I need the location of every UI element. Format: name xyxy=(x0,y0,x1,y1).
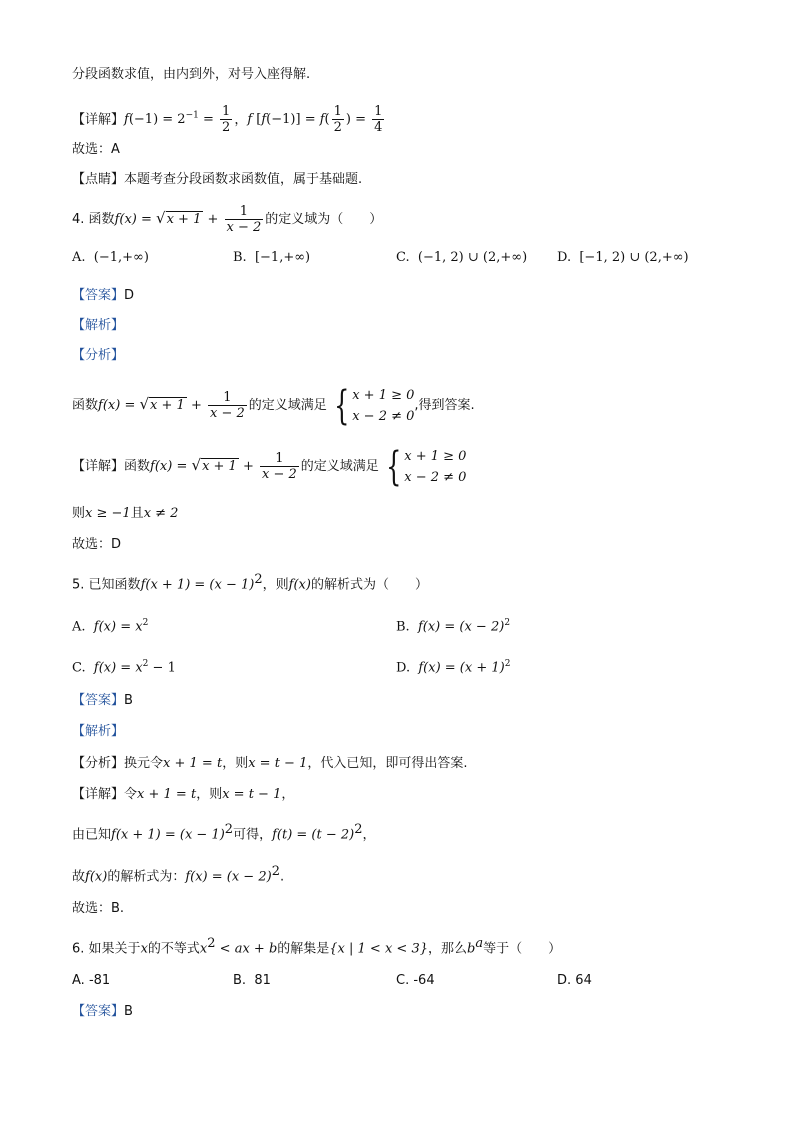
comment-line: 【点睛】本题考查分段函数求函数值，属于基础题. xyxy=(72,172,363,187)
q6-option-b: B. 81 xyxy=(233,973,271,988)
q5-option-b: B. $f(x) = (x - 2)^2$ xyxy=(396,618,511,635)
q4-then: 则x ≥ −1且x ≠ 2 xyxy=(72,506,179,521)
q6-option-c: C. -64 xyxy=(396,973,435,988)
q4-detail: 【详解】函数f(x) = √x + 1 + $\frac{1}{x - 2}$ 的定义域满足 { x + 1 ≥ 0 x − 2 ≠ 0 xyxy=(72,443,467,490)
q5-option-d: D. $f(x) = (x + 1)^2$ xyxy=(396,659,511,676)
q4-option-c: C. (−1, 2) ∪ (2,+∞) xyxy=(396,250,528,265)
q4-option-b: B. [−1,+∞) xyxy=(233,250,311,265)
question-4: 4. 函数f(x) = √x + 1 + $\frac{1}{x - 2}$ 的定义域为（ ） xyxy=(72,204,383,235)
q4-fenxi-tag: 【分析】 xyxy=(72,348,125,363)
q5-detail: 【详解】令x + 1 = t，则x = t − 1， xyxy=(72,787,295,802)
q4-option-d: D. [−1, 2) ∪ (2,+∞) xyxy=(557,250,689,265)
detail-math: $f(-1) = 2^{-1}$ = $\frac{1}{2}$ xyxy=(124,104,231,136)
q4-fenxi: 函数f(x) = √x + 1 + $\frac{1}{x - 2}$ 的定义域满足 { x + 1 ≥ 0 x − 2 ≠ 0 ,得到答案. xyxy=(72,382,475,429)
question-6: 6. 如果关于x的不等式$x^2$ < ax + b的解集是{x | 1 < x < 3}，那么$b^a$等于（ ） xyxy=(72,936,562,957)
q5-option-c: C. $f(x) = x^2 - 1$ xyxy=(72,659,176,676)
q4-choose: 故选：D xyxy=(72,537,122,552)
q5-fenxi: 【分析】换元令x + 1 = t，则x = t − 1，代入已知，即可得出答案. xyxy=(72,756,468,771)
q6-answer: 【答案】B xyxy=(72,1004,133,1019)
q4-option-a: A. (−1,+∞) xyxy=(72,250,149,265)
question-5: 5. 已知函数$f(x + 1) = (x - 1)^2$，则f(x)的解析式为（ ） xyxy=(72,572,428,593)
q5-option-a: A. $f(x) = x^2$ xyxy=(72,618,149,635)
q5-analysis-tag: 【解析】 xyxy=(72,724,125,739)
detail-tag: 【详解】 xyxy=(72,112,125,128)
q4-analysis-tag: 【解析】 xyxy=(72,318,125,333)
q4-answer: 【答案】D xyxy=(72,288,135,303)
q5-choose: 故选：B. xyxy=(72,901,125,916)
q5-result-line: 故f(x)的解析式为：$f(x) = (x - 2)^2$. xyxy=(72,864,285,885)
q6-option-a: A. -81 xyxy=(72,973,111,988)
detail-line: 【详解】$f(-1) = 2^{-1}$ = $\frac{1}{2}$ ，f [f(−1)] = f( $\frac{1}{2}$ ) = $\frac{1}{4}$ xyxy=(72,104,383,136)
choose-a: 故选：A xyxy=(72,142,120,157)
q5-given-line: 由已知$f(x + 1) = (x - 1)^2$可得，$f(t) = (t - 2)^2$， xyxy=(72,822,376,843)
q5-answer: 【答案】B xyxy=(72,693,133,708)
q6-option-d: D. 64 xyxy=(557,973,592,988)
analysis-text: 分段函数求值，由内到外，对号入座得解. xyxy=(72,67,311,82)
